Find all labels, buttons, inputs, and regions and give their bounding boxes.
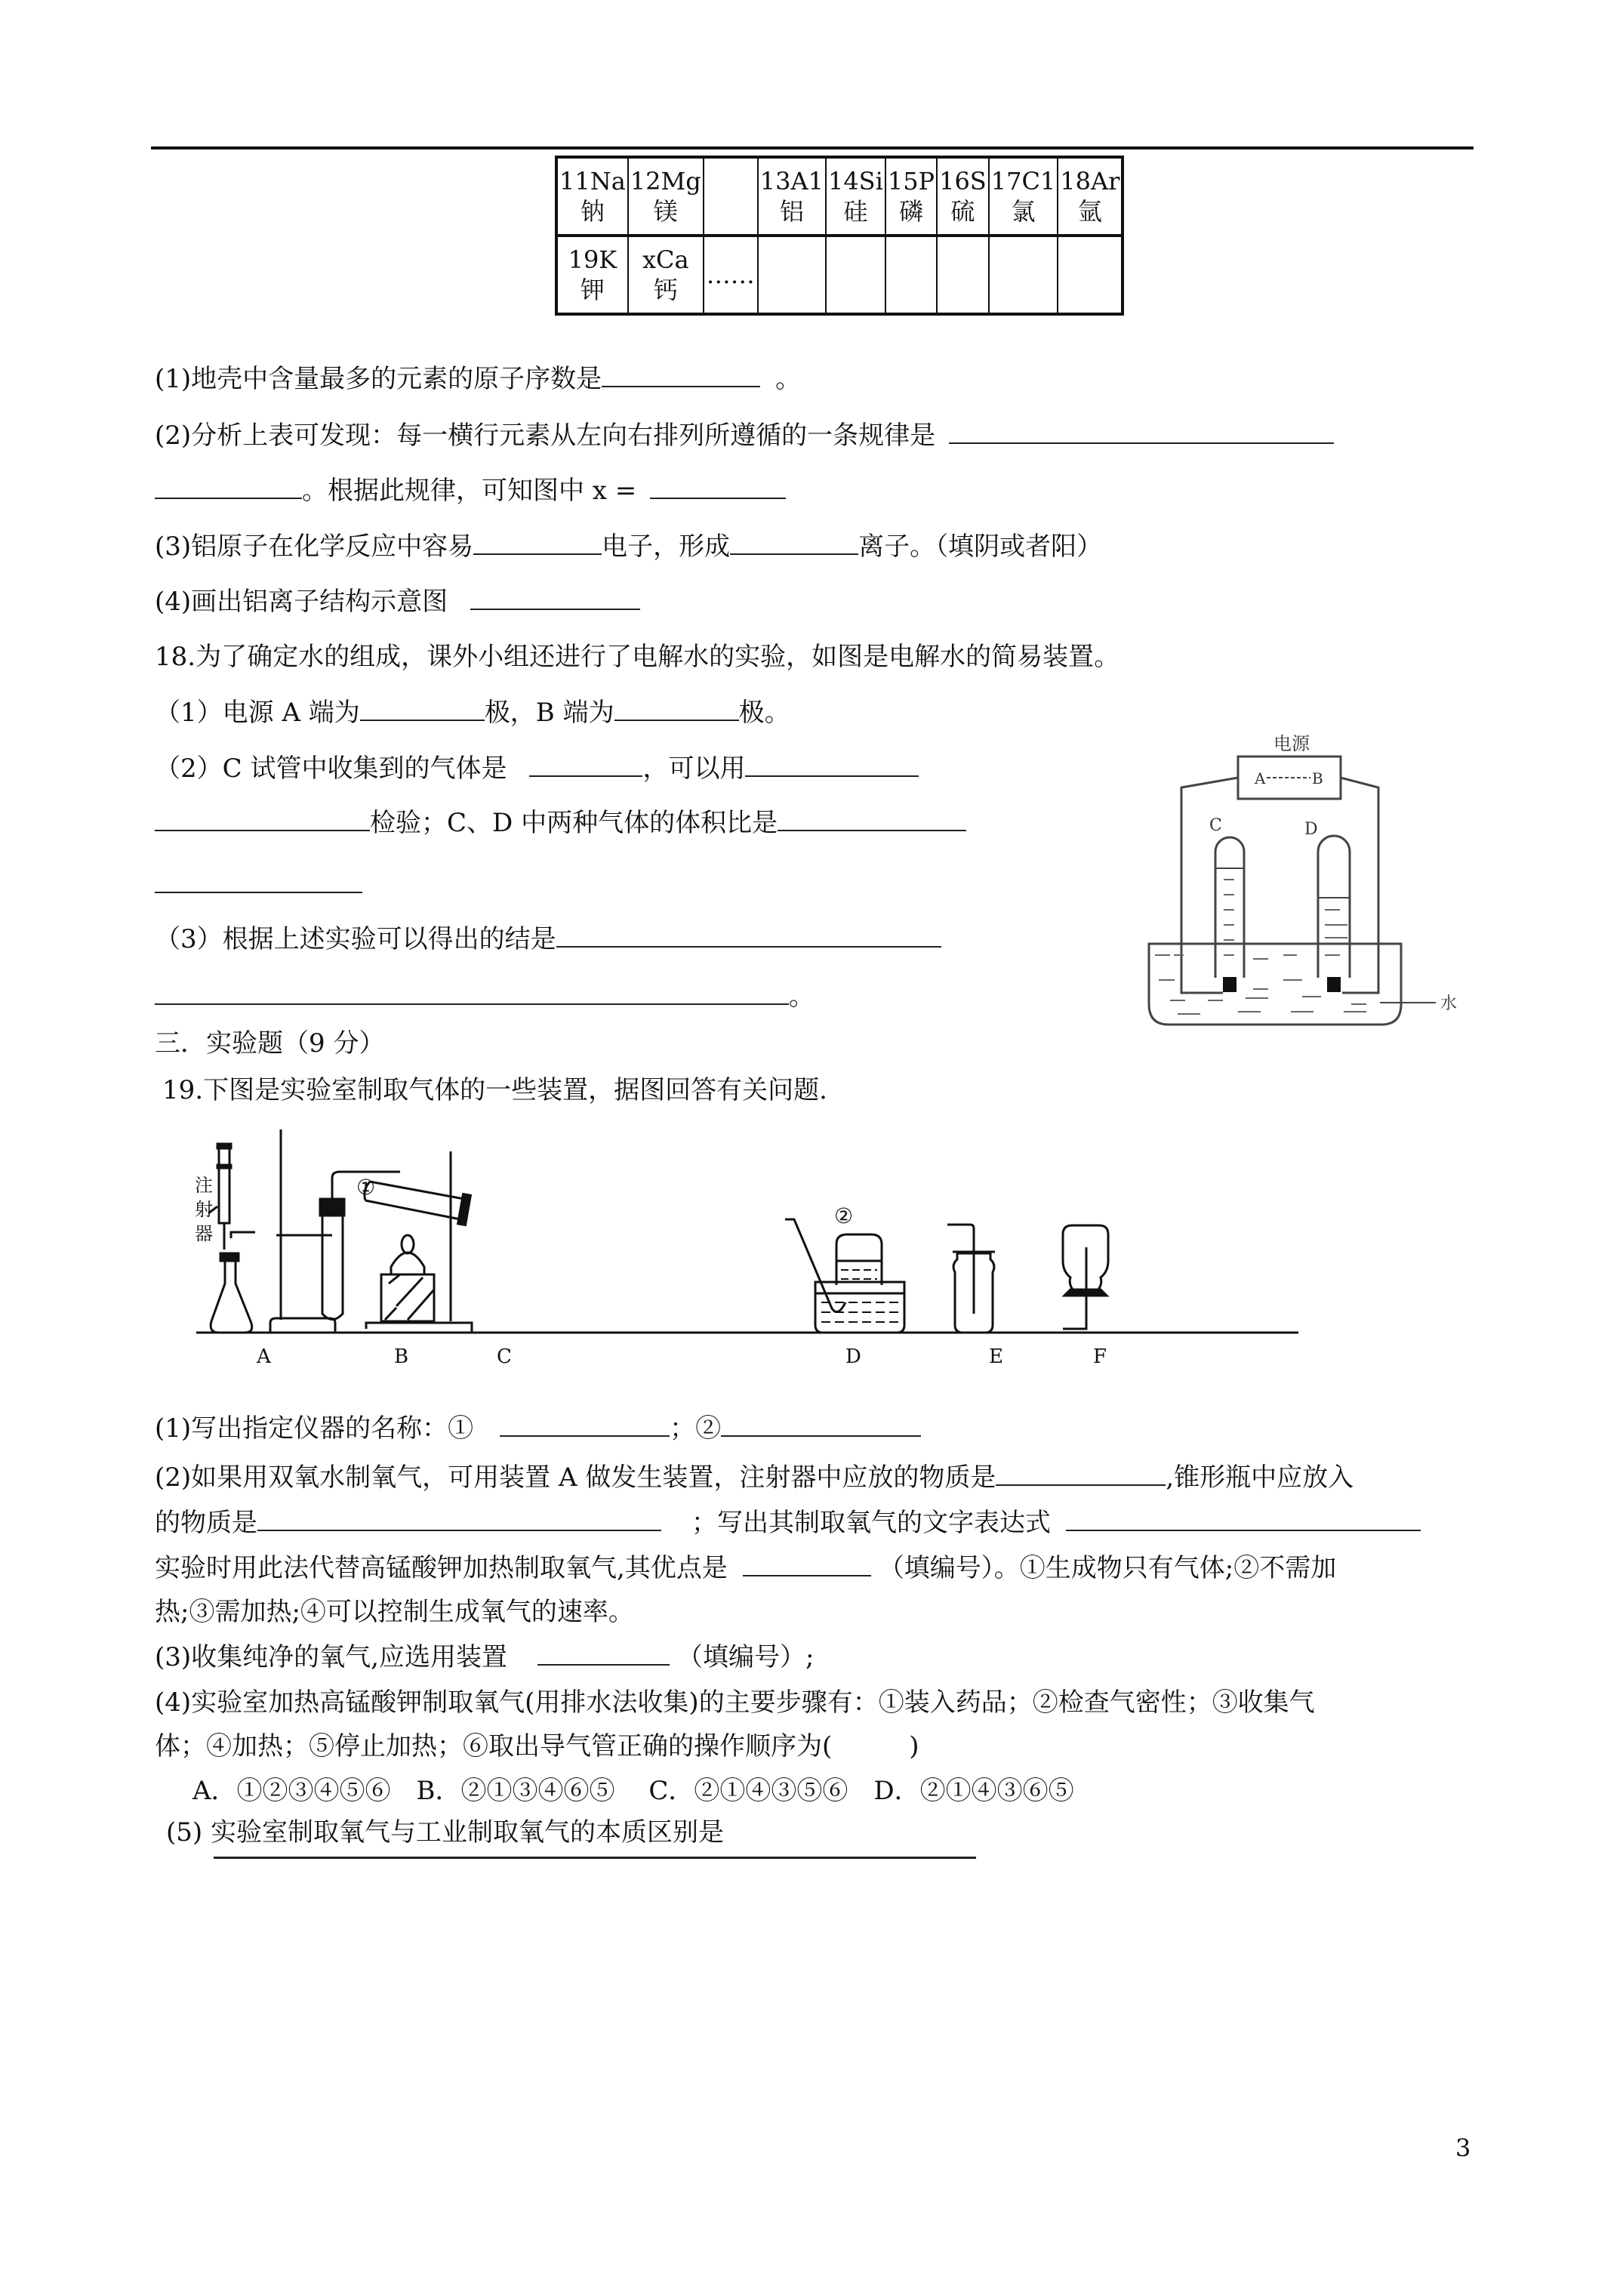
label-b: B bbox=[394, 1345, 409, 1368]
question-text: ，可以用 bbox=[642, 754, 746, 784]
element-name: 硅 bbox=[843, 197, 868, 226]
answer-blank[interactable] bbox=[360, 697, 485, 721]
question-text: (1)地壳中含量最多的元素的原子序数是 bbox=[155, 364, 602, 394]
trough-water-marks bbox=[821, 1270, 898, 1322]
question-text: 实验时用此法代替高锰酸钾加热制取氧气,其优点是 bbox=[155, 1553, 728, 1583]
answer-blank[interactable] bbox=[730, 531, 858, 555]
table-cell bbox=[556, 157, 628, 236]
table-cell bbox=[628, 157, 704, 236]
table-cell bbox=[704, 236, 758, 314]
element-name: 氩 bbox=[1077, 197, 1102, 226]
answer-blank[interactable] bbox=[745, 753, 919, 777]
q19-part4 bbox=[155, 1686, 1315, 1719]
q19-part5 bbox=[166, 1816, 724, 1849]
element-name: 钾 bbox=[580, 276, 605, 304]
table-cell bbox=[556, 236, 628, 314]
label-d: D bbox=[845, 1345, 861, 1368]
answer-blank[interactable] bbox=[155, 869, 362, 893]
answer-blank[interactable] bbox=[257, 1507, 661, 1531]
q18-part3-cont bbox=[155, 980, 815, 1013]
table-cell bbox=[989, 157, 1058, 236]
element-name: 铝 bbox=[779, 197, 804, 226]
q19-part2 bbox=[155, 1461, 1354, 1494]
answer-blank[interactable] bbox=[614, 697, 739, 721]
question-text: 19.下图是实验室制取气体的一些装置，据图回答有关问题. bbox=[162, 1075, 827, 1105]
question-text: 18.为了确定水的组成，课外小组还进行了电解水的实验，如图是电解水的简易装置。 bbox=[155, 642, 1120, 672]
apparatus-e bbox=[947, 1225, 995, 1333]
label-e: E bbox=[989, 1345, 1003, 1368]
element-symbol: 14Si bbox=[827, 167, 883, 196]
table-cell bbox=[885, 236, 937, 314]
table-cell bbox=[758, 157, 826, 236]
question-text: (2)如果用双氧水制氧气，可用装置 A 做发生装置，注射器中应放的物质是 bbox=[155, 1462, 996, 1493]
question-text: 离子。（填阴或者阳） bbox=[858, 532, 1103, 562]
question-text: (4)画出铝离子结构示意图 bbox=[155, 587, 448, 617]
syringe-label-3: 器 bbox=[195, 1223, 213, 1244]
periodic-table bbox=[555, 156, 1124, 316]
element-symbol: 12Mg bbox=[630, 167, 701, 196]
q18-part3 bbox=[155, 923, 941, 956]
power-source-label: 电源 bbox=[1273, 733, 1310, 754]
table-cell bbox=[758, 236, 826, 314]
question-text: 电子，形成 bbox=[602, 532, 731, 562]
answer-blank[interactable] bbox=[996, 1462, 1166, 1486]
apparatus-a bbox=[208, 1144, 255, 1333]
question-text: 极，B 端为 bbox=[484, 698, 614, 728]
element-symbol: 17C1 bbox=[990, 167, 1056, 196]
question-text: (2)分析上表可发现：每一横行元素从左向右排列所遵循的一条规律是 bbox=[155, 421, 936, 451]
q19-part2-cont bbox=[155, 1506, 1421, 1539]
answer-blank[interactable] bbox=[949, 420, 1334, 444]
answer-blank[interactable] bbox=[155, 981, 789, 1005]
answer-blank[interactable] bbox=[778, 807, 966, 831]
water-label: 水 bbox=[1440, 994, 1458, 1013]
question-text: 极。 bbox=[738, 698, 790, 728]
answer-blank[interactable] bbox=[155, 807, 370, 831]
question-text: ；② bbox=[670, 1413, 722, 1444]
table-cell bbox=[937, 157, 989, 236]
element-name: 镁 bbox=[653, 197, 678, 226]
question-text: （1）电源 A 端为 bbox=[155, 698, 360, 728]
question-text: (3)铝原子在化学反应中容易 bbox=[155, 532, 474, 562]
element-name: 磷 bbox=[898, 197, 923, 226]
element-symbol: 18Ar bbox=[1060, 167, 1120, 196]
electrolysis-figure bbox=[1125, 725, 1517, 1042]
question-text: （3）根据上述实验可以得出的结是 bbox=[155, 924, 556, 954]
answer-blank[interactable] bbox=[743, 1552, 871, 1576]
answer-blank[interactable] bbox=[470, 586, 640, 610]
tube-c-label: C bbox=[1209, 816, 1222, 835]
element-symbol: xCa bbox=[642, 245, 689, 274]
question-text: （填编号）。①生成物只有气体;②不需加 bbox=[878, 1553, 1337, 1583]
label-f: F bbox=[1093, 1345, 1107, 1368]
element-symbol: 15P bbox=[887, 167, 935, 196]
apparatus-f bbox=[1063, 1225, 1108, 1329]
terminal-a-label: A bbox=[1255, 769, 1266, 787]
question-text: 检验；C、D 中两种气体的体积比是 bbox=[370, 808, 778, 838]
q18-part1 bbox=[155, 696, 790, 729]
wire-right bbox=[1341, 778, 1378, 993]
answer-blank[interactable] bbox=[1066, 1507, 1421, 1531]
q17-part2 bbox=[155, 419, 1334, 452]
question-text: （2）C 试管中收集到的气体是 bbox=[155, 754, 507, 784]
q17-part2-cont bbox=[155, 474, 786, 507]
q19-part2-cont3 bbox=[155, 1595, 634, 1629]
electrode-d bbox=[1327, 977, 1341, 992]
q19-part4-cont bbox=[155, 1730, 919, 1763]
answer-blank[interactable] bbox=[529, 753, 642, 777]
section-title bbox=[155, 1027, 384, 1060]
question-text: (3)收集纯净的氧气,应选用装置 bbox=[155, 1642, 507, 1672]
marker-2: ② bbox=[834, 1203, 854, 1228]
table-cell bbox=[1058, 157, 1123, 236]
answer-blank[interactable] bbox=[602, 363, 760, 387]
q17-part4 bbox=[155, 585, 640, 618]
element-symbol: 11Na bbox=[559, 167, 626, 196]
tube-c bbox=[1215, 837, 1244, 978]
q18-part2-cont2 bbox=[155, 868, 362, 901]
q19-part4-options bbox=[192, 1774, 1074, 1808]
page-number: 3 bbox=[1455, 2134, 1471, 2162]
answer-options[interactable]: A．①②③④⑤⑥ B．②①③④⑥⑤ C．②①④③⑤⑥ D．②①④③⑥⑤ bbox=[192, 1776, 1074, 1806]
answer-blank[interactable] bbox=[721, 1413, 921, 1437]
table-cell bbox=[826, 157, 885, 236]
element-symbol: 13A1 bbox=[759, 167, 824, 196]
punctuation: 。 bbox=[775, 364, 802, 394]
q18-stem bbox=[155, 640, 1119, 673]
table-cell bbox=[1058, 236, 1123, 314]
element-name: 氯 bbox=[1011, 197, 1036, 226]
question-text: (1)写出指定仪器的名称：① bbox=[155, 1413, 474, 1444]
question-text: (4)实验室加热高锰酸钾制取氧气(用排水法收集)的主要步骤有：①装入药品；②检查气密性；③收集气 bbox=[155, 1687, 1315, 1718]
section-heading: 三．实验题（9 分） bbox=[155, 1028, 385, 1059]
question-text: 。根据此规律，可知图中 x = bbox=[302, 476, 637, 506]
marker-1: ① bbox=[356, 1175, 376, 1200]
element-name: 钙 bbox=[653, 276, 678, 304]
apparatus-c bbox=[365, 1151, 472, 1333]
power-source-box bbox=[1238, 757, 1341, 799]
question-text: 热;③需加热;④可以控制生成氧气的速率。 bbox=[155, 1597, 634, 1627]
table-row bbox=[556, 157, 1123, 236]
apparatus-figure bbox=[181, 1110, 1329, 1374]
question-text: (5) 实验室制取氧气与工业制取氧气的本质区别是 bbox=[166, 1817, 724, 1848]
q18-part2 bbox=[155, 752, 919, 785]
terminal-b-label: B bbox=[1312, 769, 1323, 787]
wire-left bbox=[1181, 778, 1238, 993]
tube-d-label: D bbox=[1304, 820, 1318, 839]
question-text: 的物质是 bbox=[155, 1508, 257, 1538]
table-cell bbox=[989, 236, 1058, 314]
answer-blank[interactable] bbox=[214, 1857, 976, 1859]
table-cell bbox=[826, 236, 885, 314]
table-cell bbox=[704, 157, 758, 236]
q19-stem bbox=[162, 1074, 827, 1107]
table-cell bbox=[628, 236, 704, 314]
answer-blank[interactable] bbox=[500, 1413, 670, 1437]
element-name: 硫 bbox=[950, 197, 975, 226]
element-symbol: 19K bbox=[568, 245, 617, 274]
syringe-label-1: 注 bbox=[195, 1175, 213, 1196]
q19-part2-cont2 bbox=[155, 1552, 1336, 1585]
table-cell bbox=[937, 236, 989, 314]
label-a: A bbox=[257, 1345, 271, 1368]
table-row bbox=[556, 236, 1123, 314]
label-c: C bbox=[497, 1345, 512, 1368]
apparatus-d bbox=[785, 1219, 904, 1333]
answer-blank[interactable] bbox=[556, 923, 941, 948]
q18-part2-cont bbox=[155, 806, 966, 840]
q17-part1 bbox=[155, 362, 801, 396]
answer-blank[interactable] bbox=[650, 475, 786, 499]
answer-blank[interactable] bbox=[473, 531, 602, 555]
question-text: 体；④加热；⑤停止加热；⑥取出导气管正确的操作顺序为( ) bbox=[155, 1731, 919, 1761]
answer-blank[interactable] bbox=[537, 1641, 670, 1666]
header-rule bbox=[151, 146, 1474, 149]
q19-part1 bbox=[155, 1412, 921, 1445]
tube-d bbox=[1318, 836, 1350, 978]
q17-part3 bbox=[155, 530, 1102, 563]
question-text: ；写出其制取氧气的文字表达式 bbox=[691, 1508, 1051, 1538]
answer-blank[interactable] bbox=[155, 475, 302, 499]
ellipsis: …… bbox=[706, 260, 755, 289]
element-name: 钠 bbox=[580, 197, 605, 226]
electrode-c bbox=[1223, 977, 1236, 992]
table-cell bbox=[885, 157, 937, 236]
element-symbol: 16S bbox=[939, 167, 987, 196]
q19-part3 bbox=[155, 1641, 814, 1674]
question-text: ,锥形瓶中应放入 bbox=[1166, 1462, 1354, 1493]
punctuation: 。 bbox=[789, 982, 815, 1012]
question-text: （填编号）; bbox=[676, 1642, 815, 1672]
syringe-label-2: 射 bbox=[195, 1199, 213, 1220]
